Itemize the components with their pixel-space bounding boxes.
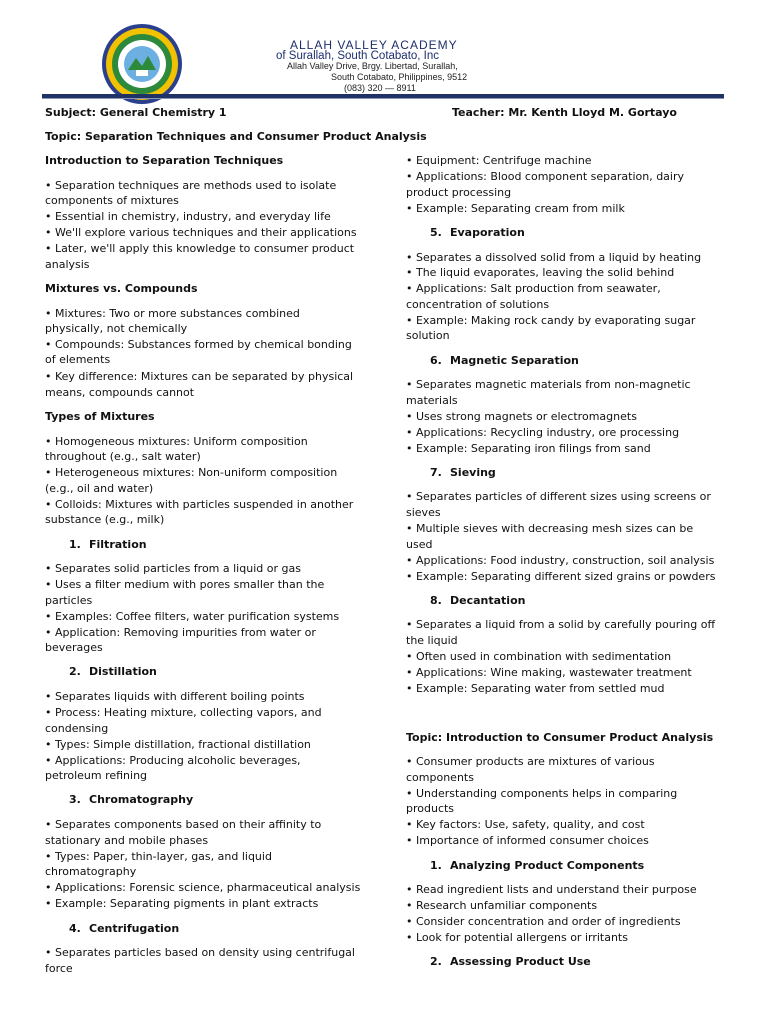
bullet: • Consumer products are mixtures of various (406, 755, 655, 768)
bullet-cont: particles (45, 594, 93, 607)
heading-number: 3. (69, 793, 81, 806)
bullet-cont: physically, not chemically (45, 322, 188, 335)
bullet: • Process: Heating mixture, collecting vapors, and (45, 706, 322, 719)
bullet: • Example: Separating different sized grains or powders (406, 570, 716, 583)
bullet: • Types: Paper, thin-layer, gas, and liquid (45, 850, 272, 863)
bullet: • Example: Separating pigments in plant extracts (45, 897, 319, 910)
bullet: • Applications: Producing alcoholic beverages, (45, 754, 301, 767)
bullet-cont: used (406, 538, 433, 551)
bullet: • Later, we'll apply this knowledge to consumer product (45, 242, 355, 255)
bullet: • Essential in chemistry, industry, and everyday life (45, 210, 331, 223)
bullet-cont: solution (406, 329, 450, 342)
bullet-cont: throughout (e.g., salt water) (45, 450, 201, 463)
bullet: • Types: Simple distillation, fractional distillation (45, 738, 311, 751)
bullet: • Example: Separating cream from milk (406, 202, 625, 215)
numbered-heading-magnetic (430, 353, 579, 369)
bullet: • Equipment: Centrifuge machine (406, 154, 592, 167)
bullet-cont: substance (e.g., milk) (45, 513, 165, 526)
phone-number: (083) 320 — 8911 (344, 83, 416, 93)
topic-heading-consumer: Topic: Introduction to Consumer Product Analysis (406, 731, 714, 744)
heading-title: Analyzing Product Components (450, 859, 645, 872)
bullet: • We'll explore various techniques and their applications (45, 226, 357, 239)
bullet-cont: stationary and mobile phases (45, 834, 209, 847)
bullet: • Key difference: Mixtures can be separated by physical (45, 370, 354, 383)
bullet: • Separates a dissolved solid from a liquid by heating (406, 251, 702, 264)
bullet: • Heterogeneous mixtures: Non-uniform composition (45, 466, 338, 479)
numbered-heading-centrifugation (69, 921, 179, 937)
bullet: • Applications: Recycling industry, ore processing (406, 426, 680, 439)
bullet: • Compounds: Substances formed by chemical bonding (45, 338, 352, 351)
bullet-cont: means, compounds cannot (45, 386, 195, 399)
bullet: • The liquid evaporates, leaving the solid behind (406, 266, 675, 279)
bullet: • Separation techniques are methods used to isolate (45, 179, 337, 192)
bullet-cont: analysis (45, 258, 90, 271)
heading-number: 8. (430, 594, 442, 607)
numbered-heading-evaporation (430, 225, 525, 241)
bullet-cont: petroleum refining (45, 769, 148, 782)
bullet: • Read ingredient lists and understand their purpose (406, 883, 697, 896)
section-heading: Mixtures vs. Compounds (45, 282, 198, 295)
bullet: • Importance of informed consumer choices (406, 834, 649, 847)
bullet-cont: sieves (406, 506, 441, 519)
bullet-cont: of elements (45, 353, 111, 366)
bullet: • Separates magnetic materials from non-magnetic (406, 378, 691, 391)
heading-number: 7. (430, 466, 442, 479)
bullet: • Example: Making rock candy by evaporating sugar (406, 314, 696, 327)
bullet: • Understanding components helps in comparing (406, 787, 678, 800)
bullet-cont: components of mixtures (45, 194, 179, 207)
bullet: • Applications: Food industry, construction, soil analysis (406, 554, 715, 567)
numbered-heading-sieving (430, 465, 496, 481)
bullet: • Separates particles based on density using centrifugal (45, 946, 355, 959)
bullet: • Separates components based on their affinity to (45, 818, 322, 831)
heading-number: 5. (430, 226, 442, 239)
bullet: • Uses a filter medium with pores smaller than the (45, 578, 325, 591)
bullet: • Application: Removing impurities from water or (45, 626, 316, 639)
bullet: • Often used in combination with sedimentation (406, 650, 672, 663)
bullet: • Example: Separating iron filings from sand (406, 442, 651, 455)
heading-number: 4. (69, 922, 81, 935)
bullet: • Applications: Blood component separation, dairy (406, 170, 685, 183)
bullet-cont: products (406, 802, 455, 815)
heading-title: Evaporation (450, 226, 525, 239)
bullet: • Separates solid particles from a liquid or gas (45, 562, 301, 575)
heading-title: Filtration (89, 538, 147, 551)
bullet: • Separates particles of different sizes using screens or (406, 490, 711, 503)
numbered-heading-assessing (430, 954, 591, 970)
address-line-1: Allah Valley Drive, Brgy. Libertad, Surallah, (287, 61, 458, 71)
bullet: • Research unfamiliar components (406, 899, 598, 912)
bullet: • Key factors: Use, safety, quality, and cost (406, 818, 645, 831)
bullet: • Look for potential allergens or irritants (406, 931, 628, 944)
heading-title: Sieving (450, 466, 496, 479)
subject-line: Subject: General Chemistry 1 (45, 106, 227, 119)
heading-title: Decantation (450, 594, 526, 607)
bullet-cont: beverages (45, 641, 103, 654)
section-heading: Introduction to Separation Techniques (45, 154, 284, 167)
bullet: • Separates liquids with different boiling points (45, 690, 305, 703)
bullet-cont: (e.g., oil and water) (45, 482, 154, 495)
bullet: • Example: Separating water from settled mud (406, 682, 665, 695)
bullet-cont: components (406, 771, 474, 784)
bullet: • Examples: Coffee filters, water purification systems (45, 610, 340, 623)
numbered-heading-distillation (69, 664, 157, 680)
bullet: • Homogeneous mixtures: Uniform composition (45, 435, 308, 448)
bullet: • Multiple sieves with decreasing mesh sizes can be (406, 522, 694, 535)
heading-title: Magnetic Separation (450, 354, 579, 367)
topic-heading: Topic: Separation Techniques and Consumer Product Analysis (45, 130, 427, 143)
bullet: • Mixtures: Two or more substances combined (45, 307, 300, 320)
numbered-heading-analyzing (430, 858, 644, 874)
section-heading: Types of Mixtures (45, 410, 155, 423)
bullet-cont: the liquid (406, 634, 458, 647)
bullet-cont: condensing (45, 722, 109, 735)
address-line-2: South Cotabato, Philippines, 9512 (331, 72, 468, 82)
heading-number: 1. (69, 538, 81, 551)
heading-number: 2. (430, 955, 442, 968)
heading-title: Assessing Product Use (450, 955, 591, 968)
bullet-cont: force (45, 962, 73, 975)
bullet: • Applications: Salt production from seawater, (406, 282, 661, 295)
numbered-heading-decantation (430, 593, 525, 609)
bullet-cont: materials (406, 394, 458, 407)
heading-number: 2. (69, 665, 81, 678)
bullet-cont: concentration of solutions (406, 298, 550, 311)
bullet: • Uses strong magnets or electromagnets (406, 410, 637, 423)
heading-number: 6. (430, 354, 442, 367)
teacher-line: Teacher: Mr. Kenth Lloyd M. Gortayo (452, 106, 677, 119)
heading-title: Centrifugation (89, 922, 180, 935)
letterhead (0, 0, 768, 100)
bullet: • Consider concentration and order of ingredients (406, 915, 681, 928)
bullet: • Separates a liquid from a solid by carefully pouring off (406, 618, 716, 631)
numbered-heading-chromatography (69, 792, 193, 808)
heading-title: Distillation (89, 665, 157, 678)
school-name: ALLAH VALLEY ACADEMY (290, 38, 458, 52)
bullet-cont: product processing (406, 186, 512, 199)
heading-title: Chromatography (89, 793, 194, 806)
heading-number: 1. (430, 859, 442, 872)
school-subtitle: of Surallah, South Cotabato, Inc (276, 50, 440, 62)
numbered-heading-filtration (69, 537, 147, 553)
bullet: • Applications: Wine making, wastewater treatment (406, 666, 692, 679)
bullet: • Applications: Forensic science, pharmaceutical analysis (45, 881, 361, 894)
bullet-cont: chromatography (45, 865, 137, 878)
header-rule-thin (42, 98, 724, 99)
bullet: • Colloids: Mixtures with particles suspended in another (45, 498, 354, 511)
